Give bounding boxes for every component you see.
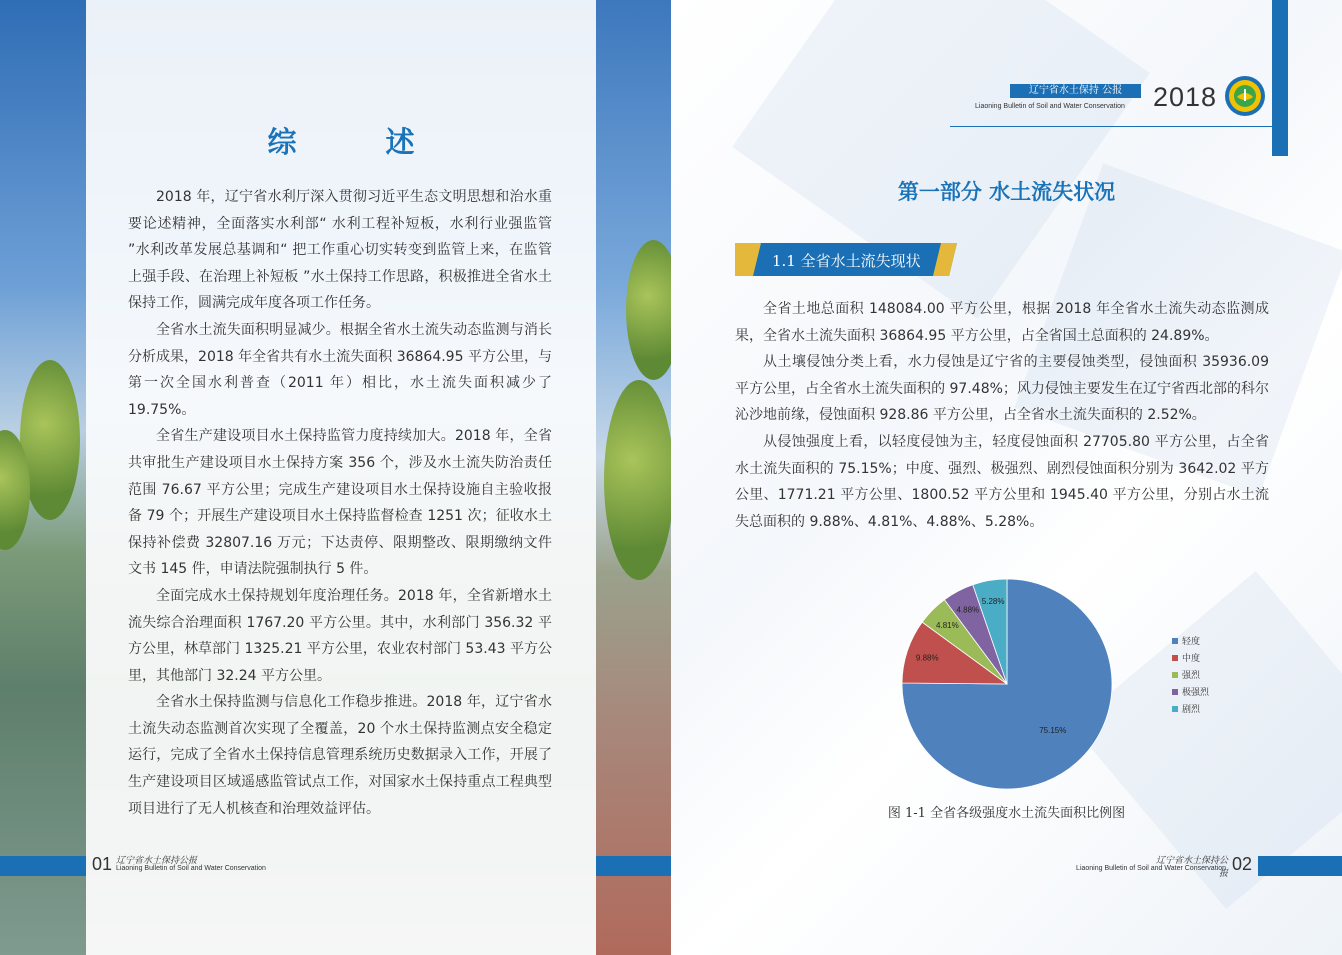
slice-label: 4.81% <box>936 620 959 630</box>
paragraph: 全省土地总面积 148084.00 平方公里，根据 2018 年全省水土流失动态监测成果，全省水土流失面积 36864.95 平方公里，占全省国土总面积的 24.89%。 <box>735 301 1269 344</box>
footer-publication-cn: 辽宁省水土保持公报 <box>1155 856 1228 879</box>
footer-publication-en: Liaoning Bulletin of Soil and Water Conservation <box>1076 865 1226 872</box>
section-heading: 1.1 全省水土流失现状 <box>772 252 921 270</box>
background-photo-right-strip <box>596 0 671 955</box>
header-rule <box>950 126 1272 127</box>
legend-swatch <box>1172 638 1178 644</box>
header-accent-bar <box>1272 0 1288 156</box>
background-photo-left-strip <box>0 0 86 955</box>
footer-bar <box>1258 856 1342 876</box>
part-title: 第一部分 水土流失状况 <box>897 180 1116 204</box>
legend-item: 中度 <box>1182 654 1201 664</box>
legend-item: 极强烈 <box>1182 688 1210 698</box>
provincial-emblem-icon <box>1224 75 1266 117</box>
header-year: 2018 <box>1153 82 1218 112</box>
footer-publication-en: Liaoning Bulletin of Soil and Water Conservation <box>116 865 266 872</box>
legend-item: 剧烈 <box>1182 705 1201 715</box>
header-publication-en: Liaoning Bulletin of Soil and Water Conservation <box>975 103 1125 110</box>
tree-shape <box>604 380 671 580</box>
footer-bar <box>0 856 86 876</box>
legend-swatch <box>1172 706 1178 712</box>
legend-item: 强烈 <box>1182 671 1201 681</box>
legend-swatch <box>1172 689 1178 695</box>
paragraph: 从侵蚀强度上看，以轻度侵蚀为主，轻度侵蚀面积 27705.80 平方公里，占全省水土流失面积的 75.15%；中度、强烈、极强烈、剧烈侵蚀面积分别为 3642.02 平方公里、1771.21 平方公里、1800.52 平方公里和 1945.40 平方公里，分别占水土流失总面积的 9.88%、4.81%、4.88%、5.28%。 <box>735 433 1269 530</box>
legend-swatch <box>1172 655 1178 661</box>
chart-caption: 图 1-1 全省各级强度水土流失面积比例图 <box>887 806 1126 821</box>
overview-body <box>128 184 552 822</box>
slice-label: 5.28% <box>981 597 1005 607</box>
tree-shape <box>626 240 671 380</box>
paragraph: 从土壤侵蚀分类上看，水力侵蚀是辽宁省的主要侵蚀类型，侵蚀面积 35936.09 平方公里，占全省水土流失面积的 97.48%；风力侵蚀主要发生在辽宁省西北部的科尔沁沙地前缘，侵蚀面积 928.86 平方公里，占全省水土流失面积的 2.52%。 <box>735 354 1269 424</box>
legend-swatch <box>1172 672 1178 678</box>
header-publication-cn: 辽宁省水土保持 公报 <box>1010 84 1141 98</box>
page-number: 01 <box>92 854 113 874</box>
legend-item: 轻度 <box>1182 637 1201 647</box>
slice-label: 4.88% <box>956 605 980 615</box>
slice-label: 75.15% <box>1039 726 1067 736</box>
page-title: 综 述 <box>267 125 445 159</box>
paragraph: 2018 年，辽宁省水利厅深入贯彻习近平生态文明思想和治水重要论述精神，全面落实水利部“ 水利工程补短板，水利行业强监管 ”水利改革发展总基调和“ 把工作重心切实转变到监管上来，在监管上强手段、在治理上补短板 ”水土保持工作思路，积极推进全省水土保持工作，圆满完成年度各项工作任务。 <box>128 189 552 312</box>
erosion-intensity-pie-chart <box>880 570 1240 805</box>
slice-label: 9.88% <box>915 653 939 663</box>
footer-bar <box>596 856 671 876</box>
footer-publication-cn: 辽宁省水土保持公报 <box>116 856 198 866</box>
page-number: 02 <box>1232 854 1253 874</box>
paragraph: 全省水土流失面积明显减少。根据全省水土流失动态监测与消长分析成果，2018 年全省共有水土流失面积 36864.95 平方公里，与第一次全国水利普查（2011 年）相比，水土流失面积减少了 19.75%。 <box>128 321 552 418</box>
paragraph: 全省生产建设项目水土保持监管力度持续加大。2018 年，全省共审批生产建设项目水土保持方案 356 个，涉及水土流失防治责任范围 76.67 平方公里；完成生产建设项目水土保持设施自主验收报备 79 个；开展生产建设项目水土保持监督检查 1251 次；征收水土保持补偿费 32807.16 万元；下达责停、限期整改、限期缴纳文件文书 145 件，申请法院强制执行 5 件。 <box>128 428 552 578</box>
paragraph: 全面完成水土保持规划年度治理任务。2018 年，全省新增水土流失综合治理面积 1767.20 平方公里。其中，水利部门 356.32 平方公里，林草部门 1325.21 平方公里，农业农村部门 53.43 平方公里，其他部门 32.24 平方公里。 <box>128 587 552 684</box>
paragraph: 全省水土保持监测与信息化工作稳步推进。2018 年，辽宁省水土流失动态监测首次实现了全覆盖，20 个水土保持监测点安全稳定运行，完成了全省水土保持信息管理系统历史数据录入工作，开展了生产建设项目区域遥感监管试点工作，对国家水土保持重点工程典型项目进行了无人机核查和治理效益评估。 <box>128 694 552 817</box>
status-body <box>735 296 1269 535</box>
